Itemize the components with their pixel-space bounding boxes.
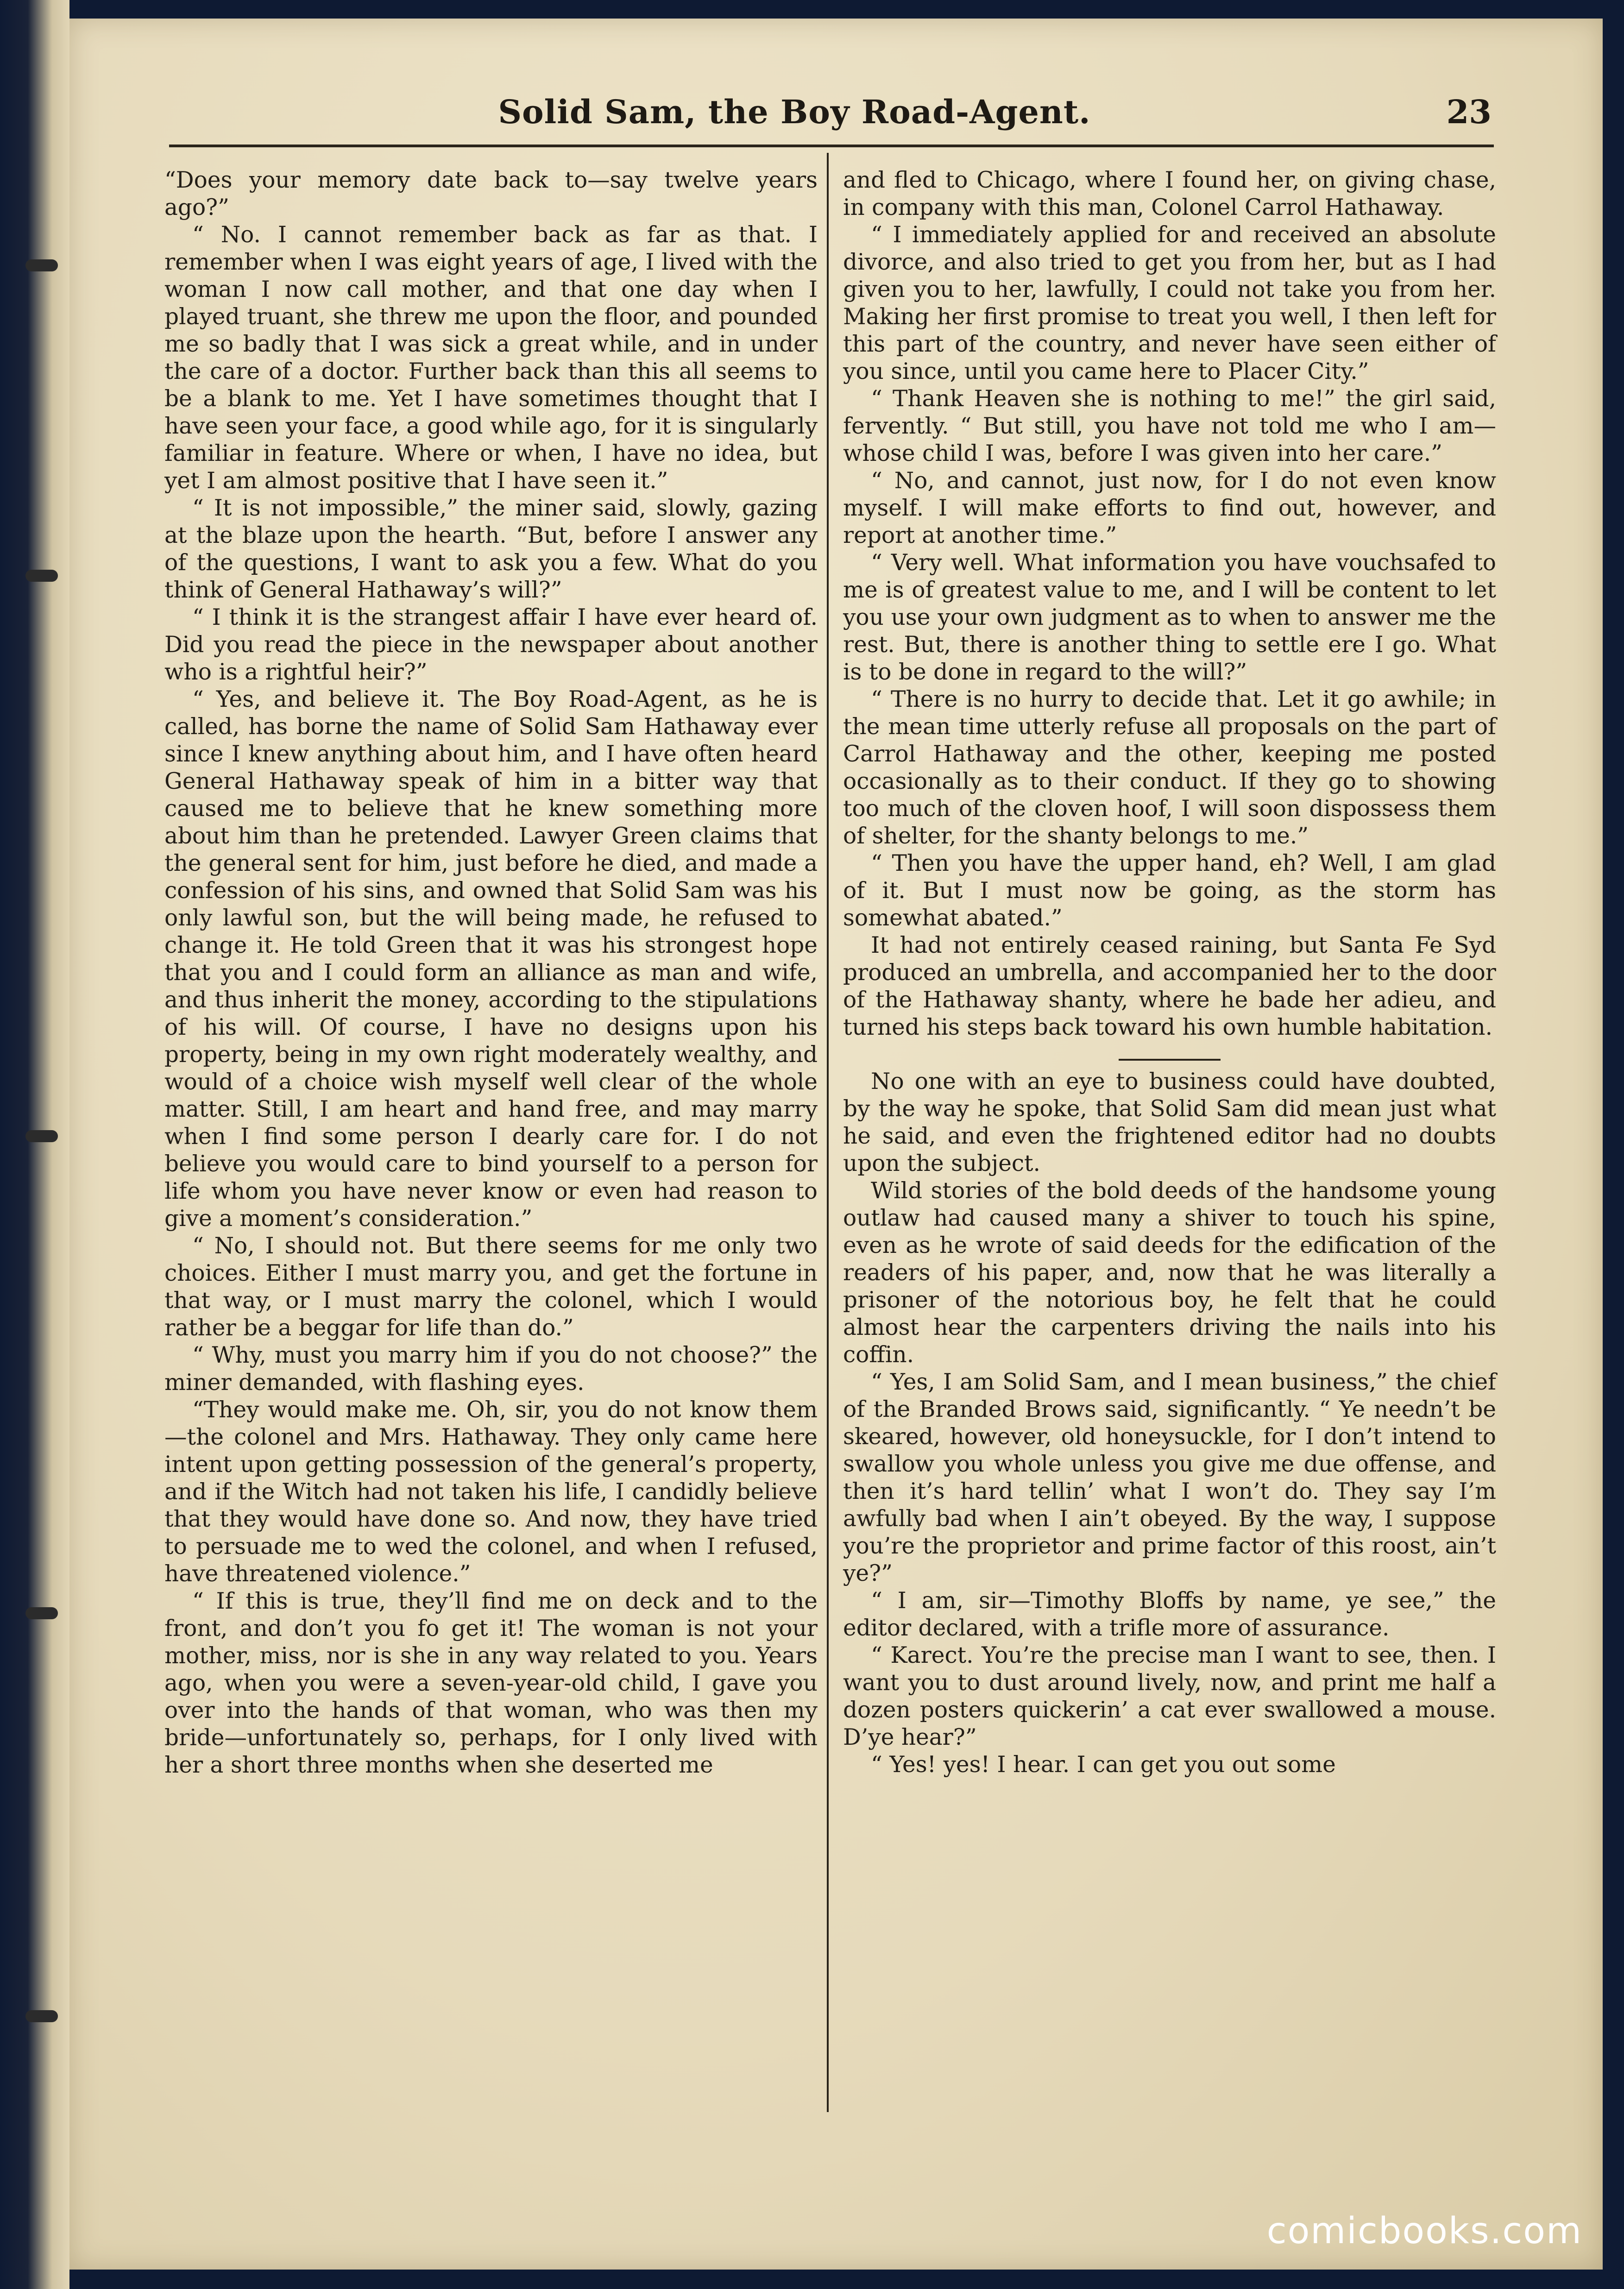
paragraph: “ There is no hurry to decide that. Let it go awhile; in the mean time utterly refuse all proposals on the part of Carrol Hathaway and the other, keeping me posted occasionally as to their conduct. If they go to showing too much of the cloven hoof, I will soon dispossess them of shelter, for the shanty belongs to me.” xyxy=(843,686,1496,849)
paragraph: “ Yes, and believe it. The Boy Road-Agent, as he is called, has borne the name of Solid Sam Hathaway ever since I knew anything about him, and I have often heard General Hathaway speak of him in a bitter way that caused me to believe that he knew something more about him than he pretended. Lawyer Green claims that the general sent for him, just before he died, and made a confession of his sins, and owned that Solid Sam was his only lawful son, but the will being made, he refused to change it. He told Green that it was his strongest hope that you and I could form an alliance as man and wife, and thus inherit the money, according to the stipulations of his will. Of course, I have no designs upon his property, being in my own right moderately wealthy, and would of a choice wish myself well clear of the whole matter. Still, I am heart and hand free, and may marry when I find some person I dearly care for. I do not believe you would care to bind yourself to a person for life whom you have never know or even had reason to give a moment’s consideration.” xyxy=(164,686,818,1232)
site-watermark: comicbooks.com xyxy=(1266,2210,1582,2252)
paragraph: “ Thank Heaven she is nothing to me!” the girl said, fervently. “ But still, you have not told me who I am—whose child I was, before I was given into her care.” xyxy=(843,386,1496,466)
binding-stitch xyxy=(25,1130,58,1142)
page-header xyxy=(97,93,1492,148)
paragraph: “ No, and cannot, just now, for I do not even know myself. I will make efforts to find out, however, and report at another time.” xyxy=(843,468,1496,548)
paragraph: “ I immediately applied for and received an absolute divorce, and also tried to get you from her, but as I had given you to her, lawfully, I could not take you from her. Making her first promise to treat you well, I then left for this part of the country, and never have seen either of you since, until you came here to Placer City.” xyxy=(843,222,1496,384)
paragraph: “ Karect. You’re the precise man I want to see, then. I want you to dust around lively, now, and print me half a dozen posters quickerin’ a cat ever swallowed a mouse. D’ye hear?” xyxy=(843,1642,1496,1750)
paragraph: “ Very well. What information you have vouchsafed to me is of greatest value to me, and I will be content to let you use your own judgment as to when to answer me the rest. But, there is another thing to settle ere I go. What is to be done in regard to the will?” xyxy=(843,550,1496,685)
paragraph: “ Why, must you marry him if you do not choose?” the miner demanded, with flashing eyes. xyxy=(164,1342,818,1396)
paragraph: and fled to Chicago, where I found her, on giving chase, in company with this man, Colonel Carrol Hathaway. xyxy=(843,167,1496,220)
paragraph: Wild stories of the bold deeds of the handsome young outlaw had caused many a shiver to touch his spine, even as he wrote of said deeds for the edification of the readers of his paper, and, now that he was literally a prisoner of the notorious boy, he felt that he could almost hear the carpenters driving the nails into his coffin. xyxy=(843,1178,1496,1368)
paragraph: “ If this is true, they’ll find me on deck and to the front, and don’t you fo get it! The woman is not your mother, miss, nor is she in any way related to you. Years ago, when you were a seven-year-old child, I gave you over into the hands of that woman, who was then my bride—unfortunately so, perhaps, for I only lived with her a short three months when she deserted me xyxy=(164,1588,818,1778)
paragraph: “ No, I should not. But there seems for me only two choices. Either I must marry you, and get the fortune in that way, or I must marry the colonel, which I would rather be a beggar for life than do.” xyxy=(164,1233,818,1341)
paragraph: “ Yes! yes! I hear. I can get you out some xyxy=(871,1752,1336,1778)
paragraph: “ Then you have the upper hand, eh? Well, I am glad of it. But I must now be going, as the storm has somewhat abated.” xyxy=(843,850,1496,931)
binding-stitch xyxy=(25,2010,58,2022)
paragraph: “ Yes, I am Solid Sam, and I mean business,” the chief of the Branded Brows said, significantly. “ Ye needn’t be skeared, however, old honeysuckle, for I don’t intend to swallow you whole unless you give me due offense, and then it’s hard tellin’ what I won’t do. They say I’m awfully bad when I ain’t obeyed. By the way, I suppose you’re the proprietor and prime factor of this roost, ain’t ye?” xyxy=(843,1369,1496,1586)
paragraph: It had not entirely ceased raining, but Santa Fe Syd produced an umbrella, and accompanied her to the door of the Hathaway shanty, where he bade her adieu, and turned his steps back toward his own humble habitation. xyxy=(843,932,1496,1040)
page-number: 23 xyxy=(1446,93,1492,131)
column-rule xyxy=(827,153,829,2112)
paragraph: “ I am, sir—Timothy Bloffs by name, ye see,” the editor declared, with a trifle more of assurance. xyxy=(843,1588,1496,1641)
paragraph: “Does your memory date back to—say twelve years ago?” xyxy=(164,167,818,220)
binding-stitch xyxy=(25,259,58,271)
book-binding xyxy=(0,0,69,2289)
paragraph: “They would make me. Oh, sir, you do not know them—the colonel and Mrs. Hathaway. They only came here intent upon getting possession of the general’s property, and if the Witch had not taken his life, I candidly believe that they would have done so. And now, they have tried to persuade me to wed the colonel, and when I refused, have threatened violence.” xyxy=(164,1397,818,1587)
binding-stitch xyxy=(25,570,58,582)
binding-stitch xyxy=(25,1607,58,1619)
right-column xyxy=(843,167,1496,1779)
paragraph: No one with an eye to business could have doubted, by the way he spoke, that Solid Sam did mean just what he said, and even the frightened editor had no doubts upon the subject. xyxy=(843,1069,1496,1176)
header-rule xyxy=(169,145,1494,147)
paragraph: “ No. I cannot remember back as far as that. I remember when I was eight years of age, I lived with the woman I now call mother, and that one day when I played truant, she threw me upon the floor, and pounded me so badly that I was sick a great while, and in under the care of a doctor. Further back than this all seems to be a blank to me. Yet I have sometimes thought that I have seen your face, a good while ago, for it is singularly familiar in feature. Where or when, I have no idea, but yet I am almost positive that I have seen it.” xyxy=(164,222,818,494)
paragraph: “ I think it is the strangest affair I have ever heard of. Did you read the piece in the newspaper about another who is a rightful heir?” xyxy=(164,604,818,685)
section-separator xyxy=(1119,1059,1221,1061)
running-title: Solid Sam, the Boy Road-Agent. xyxy=(498,93,1091,131)
left-column xyxy=(164,167,818,1779)
paragraph: “ It is not impossible,” the miner said, slowly, gazing at the blaze upon the hearth. “But, before I answer any of the questions, I want to ask you a few. What do you think of General Hathaway’s will?” xyxy=(164,495,818,603)
